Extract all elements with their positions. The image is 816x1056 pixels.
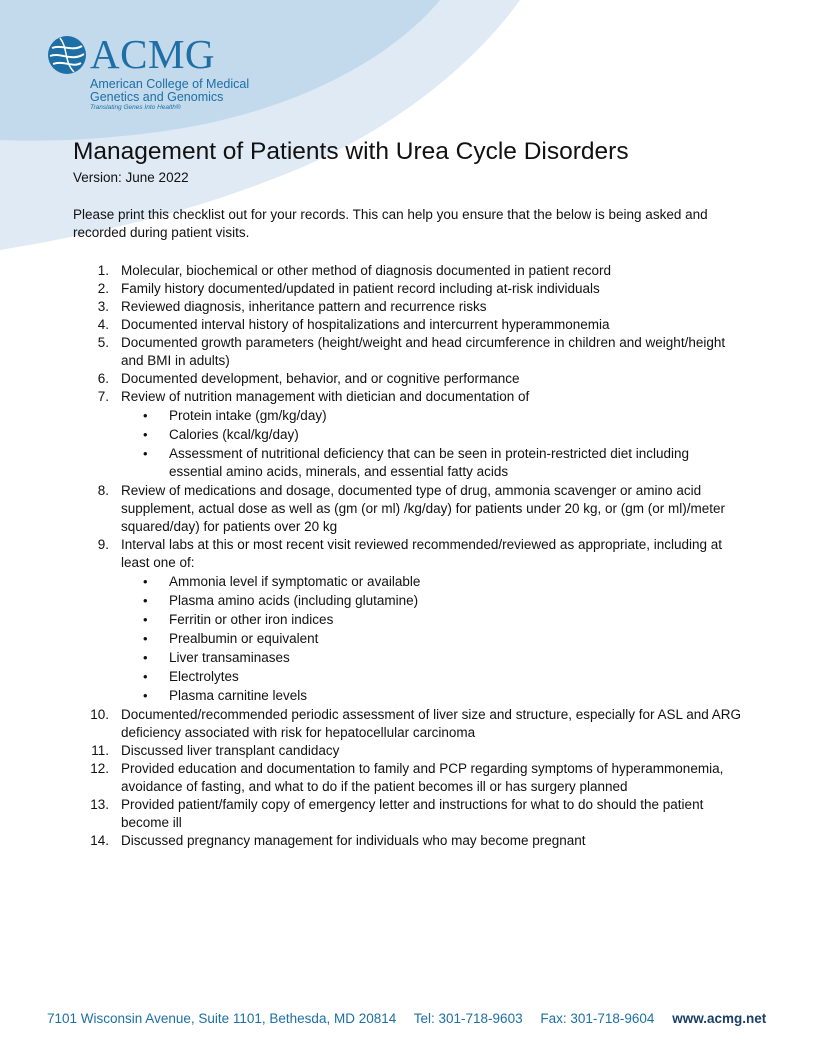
checklist-item-text: Reviewed diagnosis, inheritance pattern and recurrence risks <box>121 299 487 314</box>
logo-org-name-line2: Genetics and Genomics <box>90 90 224 104</box>
checklist-item-number: 4. <box>97 317 109 332</box>
checklist-subitem <box>121 573 743 591</box>
checklist-subitem-text: Ferritin or other iron indices <box>169 612 334 627</box>
checklist-subitem <box>121 445 743 481</box>
bullet-icon: • <box>143 669 148 684</box>
checklist-item-text: Family history documented/updated in patient record including at-risk individuals <box>121 281 600 296</box>
footer <box>47 1011 777 1026</box>
checklist-subitem <box>121 687 743 705</box>
checklist <box>73 262 743 850</box>
logo-org-name-line1: American College of Medical <box>90 77 250 91</box>
checklist-item <box>73 760 743 796</box>
checklist-subitem-text: Electrolytes <box>169 669 239 684</box>
checklist-item-number: 8. <box>97 483 109 498</box>
checklist-item-number: 3. <box>97 299 109 314</box>
bullet-icon: • <box>143 688 148 703</box>
checklist-item <box>73 706 743 742</box>
checklist-subitem <box>121 426 743 444</box>
checklist-sublist <box>121 573 743 705</box>
checklist-item-number: 1. <box>97 263 109 278</box>
checklist-item-text: Discussed liver transplant candidacy <box>121 743 340 758</box>
checklist-item <box>73 482 743 536</box>
checklist-item <box>73 316 743 334</box>
checklist-item <box>73 796 743 832</box>
page-title: Management of Patients with Urea Cycle Disorders <box>73 138 629 165</box>
checklist-subitem-text: Ammonia level if symptomatic or available <box>169 574 421 589</box>
checklist-item-number: 6. <box>97 371 109 386</box>
checklist-item-text: Molecular, biochemical or other method of diagnosis documented in patient record <box>121 263 612 278</box>
checklist-item-number: 13. <box>90 797 109 812</box>
checklist-item-number: 12. <box>90 761 109 776</box>
bullet-icon: • <box>143 408 148 423</box>
checklist-item-text: Documented interval history of hospitalizations and intercurrent hyperammonemia <box>121 317 610 332</box>
acmg-logo[interactable] <box>46 32 256 116</box>
checklist-item-number: 11. <box>91 743 109 758</box>
checklist-item-text: Review of nutrition management with dietician and documentation of <box>121 389 530 404</box>
dna-globe-icon <box>46 34 88 76</box>
checklist-item <box>73 280 743 298</box>
checklist-item-number: 2. <box>97 281 109 296</box>
checklist-subitem <box>121 611 743 629</box>
checklist-subitem <box>121 668 743 686</box>
bullet-icon: • <box>143 631 148 646</box>
bullet-icon: • <box>143 650 148 665</box>
checklist-item-number: 14. <box>90 833 109 848</box>
checklist-subitem <box>121 649 743 667</box>
logo-wordmark: ACMG <box>90 31 216 77</box>
intro-paragraph: Please print this checklist out for your records. This can help you ensure that the below is being asked and recorded during patient visits. <box>73 207 708 240</box>
checklist-subitem-text: Liver transaminases <box>169 650 290 665</box>
checklist-subitem-text: Plasma amino acids (including glutamine) <box>169 593 419 608</box>
checklist-item-number: 5. <box>97 335 109 350</box>
checklist-item <box>73 832 743 850</box>
checklist-subitem-text: Protein intake (gm/kg/day) <box>169 408 327 423</box>
checklist-item <box>73 742 743 760</box>
bullet-icon: • <box>143 427 148 442</box>
bullet-icon: • <box>143 593 148 608</box>
footer-fax: Fax: 301-718-9604 <box>540 1011 655 1026</box>
checklist-item-text: Provided education and documentation to family and PCP regarding symptoms of hyperammonemia, avoidance of fasting, and what to do if the patient becomes ill or has surgery planned <box>121 761 724 794</box>
checklist-item-text: Documented growth parameters (height/weight and head circumference in children and weight/height and BMI in adults) <box>121 335 726 368</box>
bullet-icon: • <box>143 574 148 589</box>
checklist-sublist <box>121 407 743 481</box>
checklist-item-text: Documented development, behavior, and or cognitive performance <box>121 371 520 386</box>
checklist-item-number: 9. <box>97 537 109 552</box>
checklist-subitem <box>121 592 743 610</box>
footer-phone: Tel: 301-718-9603 <box>413 1011 523 1026</box>
checklist-item-number: 7. <box>97 389 109 404</box>
checklist-item <box>73 298 743 316</box>
footer-address: 7101 Wisconsin Avenue, Suite 1101, Bethesda, MD 20814 <box>47 1011 397 1026</box>
bullet-icon: • <box>143 446 148 461</box>
checklist-subitem-text: Calories (kcal/kg/day) <box>169 427 299 442</box>
checklist-subitem-text: Assessment of nutritional deficiency that can be seen in protein-restricted diet including essential amino acids, minerals, and essential fatty acids <box>169 446 690 479</box>
checklist-item-text: Discussed pregnancy management for individuals who may become pregnant <box>121 833 586 848</box>
footer-website-link[interactable]: www.acmg.net <box>672 1011 767 1026</box>
checklist-subitem-text: Prealbumin or equivalent <box>169 631 319 646</box>
checklist-item-text: Review of medications and dosage, documented type of drug, ammonia scavenger or amino acid supplement, actual dose as well as (gm (or ml) /kg/day) for patients under 20 kg, or (gm (or ml)/meter squared/day) for patients over 20 kg <box>121 483 725 534</box>
checklist-item-text: Provided patient/family copy of emergency letter and instructions for what to do should the patient become ill <box>121 797 704 830</box>
bullet-icon: • <box>143 612 148 627</box>
checklist-subitem-text: Plasma carnitine levels <box>169 688 308 703</box>
checklist-item <box>73 388 743 481</box>
checklist-item <box>73 334 743 370</box>
checklist-item-number: 10. <box>90 707 109 722</box>
logo-tagline: Translating Genes Into Health® <box>90 104 181 111</box>
document-version: Version: June 2022 <box>73 170 189 185</box>
checklist-item-text: Documented/recommended periodic assessment of liver size and structure, especially for ASL and ARG deficiency associated with risk for hepatocellular carcinoma <box>121 707 742 740</box>
checklist-item <box>73 262 743 280</box>
checklist-item <box>73 536 743 705</box>
checklist-item <box>73 370 743 388</box>
checklist-subitem <box>121 630 743 648</box>
checklist-item-text: Interval labs at this or most recent visit reviewed recommended/reviewed as appropriate, including at least one of: <box>121 537 723 570</box>
checklist-subitem <box>121 407 743 425</box>
